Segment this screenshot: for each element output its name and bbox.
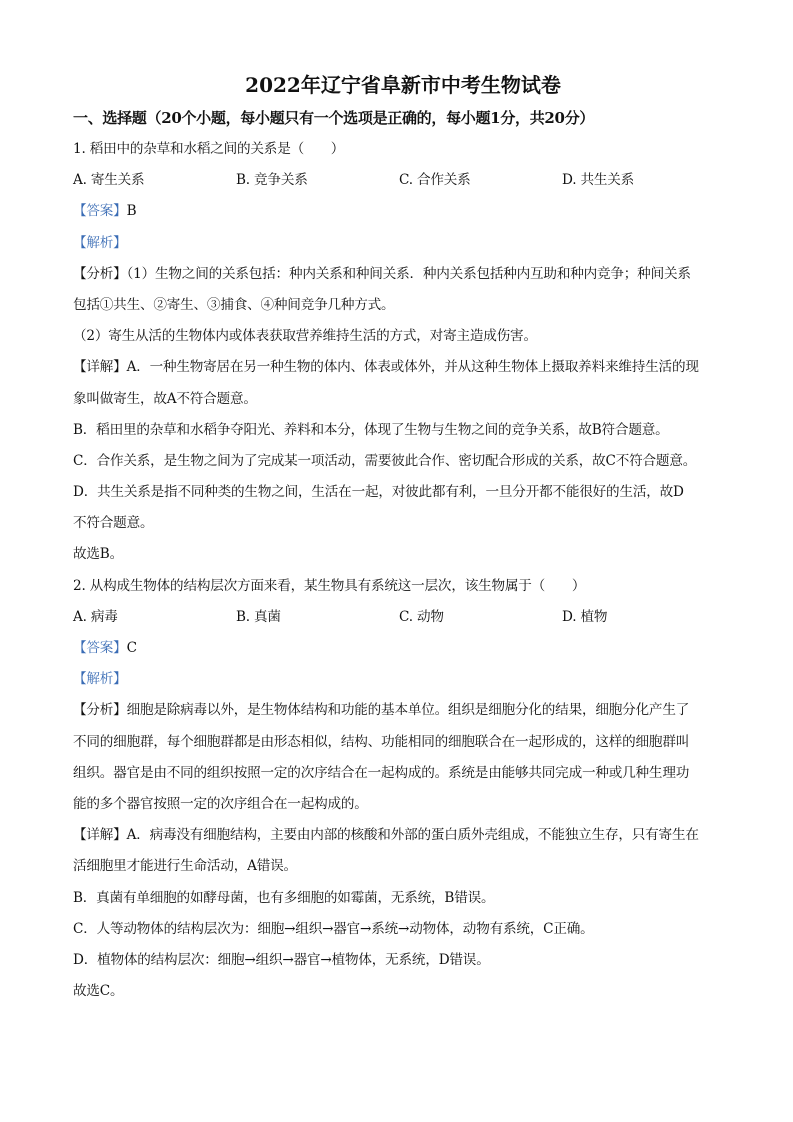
explanation-line: D．共生关系是指不同种类的生物之间，生活在一起，对彼此都有利，一旦分开都不能很好的生活，故D <box>73 484 684 501</box>
explanation-line: B．稻田里的杂草和水稻争夺阳光、养料和本分，体现了生物与生物之间的竞争关系，故B符合题意。 <box>73 421 669 438</box>
answer-tag: 【答案】 <box>73 640 127 656</box>
explanation-line: D．植物体的结构层次：细胞→组织→器官→植物体，无系统，D错误。 <box>73 951 490 968</box>
options-row <box>73 165 733 196</box>
explanation-line: C．人等动物体的结构层次为：细胞→组织→器官→系统→动物体，动物有系统，C正确。 <box>73 920 594 937</box>
explanation-line: C．合作关系，是生物之间为了完成某一项活动，需要彼此合作、密切配合形成的关系，故C不符合题意。 <box>73 452 697 469</box>
document-page <box>73 68 733 1007</box>
explanation-line: 不符合题意。 <box>73 515 154 532</box>
explanation-line: 【分析】（1）生物之间的关系包括：种内关系和种间关系．种内关系包括种内互助和种内竞争；种间关系 <box>73 265 691 282</box>
question-2 <box>73 571 733 1008</box>
explanation-line: 包括①共生、②寄生、③捕食、④种间竞争几种方式。 <box>73 296 395 313</box>
explanation-line: B．真菌有单细胞的如酵母菌，也有多细胞的如霉菌，无系统，B错误。 <box>73 889 495 906</box>
question-stem: 2. 从构成生物体的结构层次方面来看，某生物具有系统这一层次，该生物属于（ ） <box>73 577 586 594</box>
explanation-line: 【详解】A．一种生物寄居在另一种生物的体内、体表或体外，并从这种生物体上摄取养料来维持生活的现 <box>73 359 699 376</box>
explanation-line: 【分析】细胞是除病毒以外，是生物体结构和功能的基本单位。组织是细胞分化的结果，细胞分化产生了 <box>73 702 690 719</box>
option-a: A. 病毒 <box>73 608 118 625</box>
question-1 <box>73 134 733 571</box>
explanation-line: 活细胞里才能进行生命活动，A错误。 <box>73 858 297 875</box>
option-a: A. 寄生关系 <box>73 172 145 189</box>
options-row <box>73 602 733 633</box>
option-c: C. 动物 <box>399 608 444 625</box>
explanation-line: 象叫做寄生，故A不符合题意。 <box>73 390 257 407</box>
question-stem: 1. 稻田中的杂草和水稻之间的关系是（ ） <box>73 141 345 157</box>
answer-value: C <box>126 640 137 656</box>
section-heading: 一、选择题（20个小题，每小题只有一个选项是正确的，每小题1分，共20分） <box>73 109 595 127</box>
answer-line <box>73 196 733 227</box>
answer-tag: 【答案】 <box>73 203 127 220</box>
option-d: D. 共生关系 <box>562 172 635 189</box>
explanation-line: 能的多个器官按照一定的次序组合在一起构成的。 <box>73 795 368 812</box>
analysis-tag: 【解析】 <box>73 234 127 251</box>
explanation-line: 【详解】A．病毒没有细胞结构，主要由内部的核酸和外部的蛋白质外壳组成，不能独立生存，只有寄生在 <box>73 827 699 844</box>
explanation-line: （2）寄生从活的生物体内或体表获取营养维持生活的方式，对寄主造成伤害。 <box>73 328 537 345</box>
page-title: 2022年辽宁省阜新市中考生物试卷 <box>245 73 561 97</box>
option-c: C. 合作关系 <box>399 172 471 189</box>
explanation-line: 组织。器官是由不同的组织按照一定的次序结合在一起构成的。系统是由能够共同完成一种或几种生理功 <box>73 764 690 781</box>
option-d: D. 植物 <box>562 608 608 625</box>
answer-value: B <box>126 203 137 220</box>
explanation-line: 故选C。 <box>73 983 124 1000</box>
answer-line <box>73 633 733 664</box>
question-list <box>73 134 733 1007</box>
explanation-line: 故选B。 <box>73 546 123 563</box>
option-b: B. 真菌 <box>236 608 281 625</box>
explanation-line: 不同的细胞群，每个细胞群都是由形态相似，结构、功能相同的细胞联合在一起形成的，这样的细胞群叫 <box>73 733 690 750</box>
option-b: B. 竞争关系 <box>236 172 308 189</box>
analysis-tag: 【解析】 <box>73 671 127 688</box>
